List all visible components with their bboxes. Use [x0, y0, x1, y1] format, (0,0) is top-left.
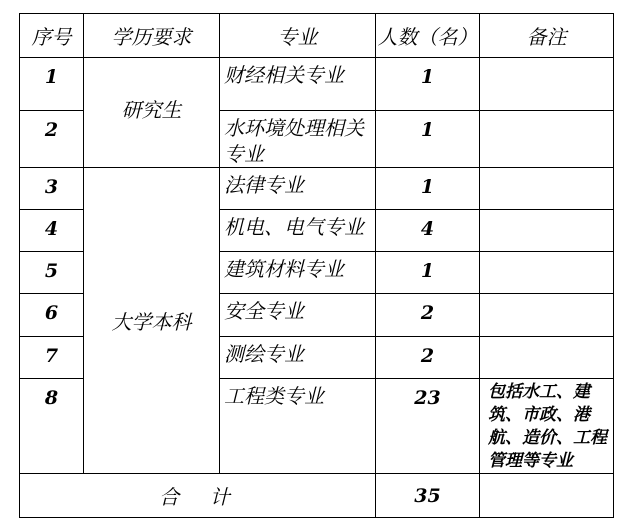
row-index: 3 — [20, 168, 84, 210]
row-major: 建筑材料专业 — [220, 252, 376, 294]
total-remarks — [480, 474, 614, 518]
education-graduate-label: 研究生 — [121, 98, 182, 122]
row-index: 1 — [20, 58, 84, 111]
education-undergraduate — [84, 168, 220, 474]
header-index: 序号 — [20, 14, 84, 58]
total-count: 35 — [376, 474, 480, 518]
education-graduate — [84, 58, 220, 168]
row-count: 2 — [376, 337, 480, 379]
total-row — [20, 474, 614, 518]
row-index: 5 — [20, 252, 84, 294]
row-major: 工程类专业 — [220, 379, 376, 474]
row-major: 财经相关专业 — [220, 58, 376, 111]
header-count: 人数（名） — [376, 14, 480, 58]
row-count: 23 — [376, 379, 480, 474]
row-remarks — [480, 337, 614, 379]
header-row — [20, 14, 614, 58]
row-major: 测绘专业 — [220, 337, 376, 379]
row-count: 1 — [376, 58, 480, 111]
row-remarks — [480, 294, 614, 337]
row-remarks — [480, 210, 614, 252]
row-index: 4 — [20, 210, 84, 252]
header-education: 学历要求 — [84, 14, 220, 58]
row-major: 安全专业 — [220, 294, 376, 337]
row-major: 机电、电气专业 — [220, 210, 376, 252]
row-count: 2 — [376, 294, 480, 337]
row-major: 水环境处理相关专业 — [220, 111, 376, 168]
row-remarks — [480, 252, 614, 294]
row-count: 1 — [376, 252, 480, 294]
table-row — [20, 58, 614, 111]
row-count: 1 — [376, 111, 480, 168]
row-major: 法律专业 — [220, 168, 376, 210]
total-label: 合 计 — [20, 474, 376, 518]
row-remarks — [480, 111, 614, 168]
row-count: 4 — [376, 210, 480, 252]
row-remarks — [480, 168, 614, 210]
header-major: 专业 — [220, 14, 376, 58]
row-index: 7 — [20, 337, 84, 379]
education-undergraduate-label: 大学本科 — [111, 310, 192, 334]
table-row — [20, 168, 614, 210]
row-index: 6 — [20, 294, 84, 337]
row-remarks — [480, 58, 614, 111]
row-remarks: 包括水工、建筑、市政、港航、造价、工程管理等专业 — [480, 379, 614, 474]
row-index: 2 — [20, 111, 84, 168]
header-remarks: 备注 — [480, 14, 614, 58]
row-index: 8 — [20, 379, 84, 474]
recruitment-table — [19, 13, 614, 518]
row-count: 1 — [376, 168, 480, 210]
